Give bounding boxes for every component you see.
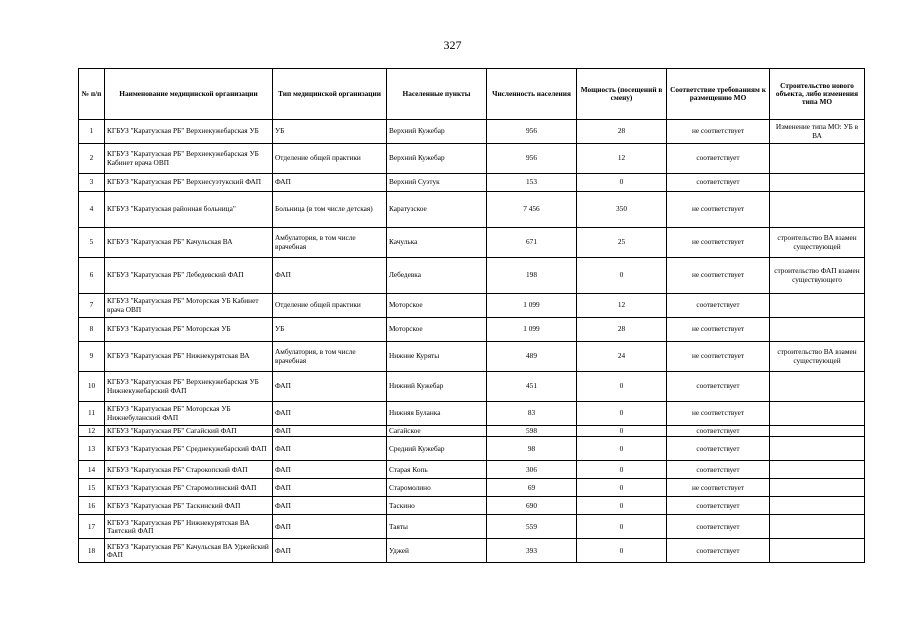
organization-name-cell: КГБУЗ "Каратузская РБ" Старокопский ФАП [105,461,273,479]
organization-type-cell: ФАП [273,258,387,294]
organization-type-cell: ФАП [273,497,387,515]
organization-name-cell: КГБУЗ "Каратузская РБ" Нижнекурятская ВА [105,342,273,372]
page-number: 327 [443,38,462,52]
compliance-status-cell: не соответствует [667,228,770,258]
capacity-cell: 0 [577,515,667,539]
settlement-cell: Таяты [387,515,487,539]
organization-type-cell: ФАП [273,174,387,192]
organization-type-cell: ФАП [273,515,387,539]
settlement-cell: Моторское [387,294,487,318]
row-number-cell: 4 [79,192,105,228]
population-cell: 598 [487,426,577,437]
table-row [79,228,865,258]
organization-name-cell: КГБУЗ "Каратузская РБ" Качульская ВА Уджейский ФАП [105,539,273,563]
population-cell: 153 [487,174,577,192]
row-number-cell: 18 [79,539,105,563]
construction-note-cell [770,497,865,515]
table-row [79,497,865,515]
population-cell: 1 099 [487,318,577,342]
population-cell: 690 [487,497,577,515]
construction-note-cell [770,318,865,342]
organization-type-cell: Отделение общей практики [273,294,387,318]
header-name: Наименование медицинской организации [105,69,273,120]
construction-note-cell [770,479,865,497]
compliance-status-cell: соответствует [667,174,770,192]
organization-name-cell: КГБУЗ "Каратузская РБ" Среднекужебарский ФАП [105,437,273,461]
organization-type-cell: Амбулатория, в том числе врачебная [273,342,387,372]
capacity-cell: 0 [577,539,667,563]
construction-note-cell [770,144,865,174]
compliance-status-cell: соответствует [667,461,770,479]
row-number-cell: 7 [79,294,105,318]
capacity-cell: 0 [577,258,667,294]
table-row [79,426,865,437]
organization-type-cell: УБ [273,318,387,342]
population-cell: 671 [487,228,577,258]
construction-note-cell [770,515,865,539]
organization-name-cell: КГБУЗ "Каратузская РБ" Верхнекужебарская УБ Нижнекужебарский ФАП [105,372,273,402]
capacity-cell: 0 [577,461,667,479]
construction-note-cell: Изменение типа МО: УБ в ВА [770,120,865,144]
header-type: Тип медицинской организации [273,69,387,120]
organization-type-cell: Больница (в том числе детская) [273,192,387,228]
organization-name-cell: КГБУЗ "Каратузская РБ" Моторская УБ Нижнебуланский ФАП [105,402,273,426]
organization-name-cell: КГБУЗ "Каратузская РБ" Старомолинский ФАП [105,479,273,497]
capacity-cell: 24 [577,342,667,372]
header-places: Населенные пункты [387,69,487,120]
settlement-cell: Нижние Куряты [387,342,487,372]
table-row [79,342,865,372]
table-row [79,402,865,426]
table-header-row [79,69,865,120]
compliance-status-cell: не соответствует [667,318,770,342]
organization-type-cell: Отделение общей практики [273,144,387,174]
construction-note-cell [770,437,865,461]
table-row [79,294,865,318]
construction-note-cell [770,294,865,318]
capacity-cell: 0 [577,174,667,192]
row-number-cell: 10 [79,372,105,402]
row-number-cell: 15 [79,479,105,497]
capacity-cell: 0 [577,372,667,402]
population-cell: 956 [487,144,577,174]
construction-note-cell [770,174,865,192]
population-cell: 98 [487,437,577,461]
table-row [79,539,865,563]
compliance-status-cell: не соответствует [667,402,770,426]
organization-name-cell: КГБУЗ "Каратузская РБ" Моторская УБ Кабинет врача ОВП [105,294,273,318]
construction-note-cell [770,192,865,228]
row-number-cell: 8 [79,318,105,342]
organization-type-cell: УБ [273,120,387,144]
row-number-cell: 13 [79,437,105,461]
capacity-cell: 28 [577,120,667,144]
population-cell: 7 456 [487,192,577,228]
settlement-cell: Уджей [387,539,487,563]
row-number-cell: 11 [79,402,105,426]
organization-name-cell: КГБУЗ "Каратузская районная больница" [105,192,273,228]
table-row [79,120,865,144]
settlement-cell: Сагайское [387,426,487,437]
capacity-cell: 0 [577,437,667,461]
construction-note-cell [770,372,865,402]
row-number-cell: 16 [79,497,105,515]
population-cell: 306 [487,461,577,479]
compliance-status-cell: соответствует [667,426,770,437]
settlement-cell: Средний Кужебар [387,437,487,461]
compliance-status-cell: соответствует [667,144,770,174]
table-row [79,437,865,461]
population-cell: 956 [487,120,577,144]
settlement-cell: Качулька [387,228,487,258]
settlement-cell: Верхний Суэтук [387,174,487,192]
compliance-status-cell: не соответствует [667,342,770,372]
organization-name-cell: КГБУЗ "Каратузская РБ" Моторская УБ [105,318,273,342]
compliance-status-cell: не соответствует [667,479,770,497]
population-cell: 489 [487,342,577,372]
table-row [79,372,865,402]
organization-name-cell: КГБУЗ "Каратузская РБ" Верхнекужебарская УБ Кабинет врача ОВП [105,144,273,174]
header-compliance: Соответствие требованиям к размещению МО [667,69,770,120]
settlement-cell: Таскино [387,497,487,515]
settlement-cell: Каратузское [387,192,487,228]
table-row [79,174,865,192]
population-cell: 559 [487,515,577,539]
construction-note-cell [770,461,865,479]
organization-name-cell: КГБУЗ "Каратузская РБ" Верхнекужебарская УБ [105,120,273,144]
organization-name-cell: КГБУЗ "Каратузская РБ" Сагайский ФАП [105,426,273,437]
table-row [79,515,865,539]
organization-type-cell: ФАП [273,437,387,461]
row-number-cell: 14 [79,461,105,479]
organization-name-cell: КГБУЗ "Каратузская РБ" Нижнекурятская ВА Таятский ФАП [105,515,273,539]
settlement-cell: Старомолино [387,479,487,497]
row-number-cell: 6 [79,258,105,294]
row-number-cell: 2 [79,144,105,174]
settlement-cell: Старая Копь [387,461,487,479]
construction-note-cell: строительство ФАП взамен существующего [770,258,865,294]
settlement-cell: Лебедевка [387,258,487,294]
row-number-cell: 12 [79,426,105,437]
capacity-cell: 0 [577,479,667,497]
organization-name-cell: КГБУЗ "Каратузская РБ" Качульская ВА [105,228,273,258]
organization-type-cell: ФАП [273,461,387,479]
header-num: № п/п [79,69,105,120]
organization-name-cell: КГБУЗ "Каратузская РБ" Лебедевский ФАП [105,258,273,294]
capacity-cell: 0 [577,402,667,426]
settlement-cell: Моторское [387,318,487,342]
population-cell: 83 [487,402,577,426]
organization-type-cell: ФАП [273,479,387,497]
construction-note-cell [770,426,865,437]
medical-organizations-table [78,68,865,563]
row-number-cell: 17 [79,515,105,539]
compliance-status-cell: не соответствует [667,192,770,228]
header-population: Численность населения [487,69,577,120]
header-construction: Строительство нового объекта, либо изменения типа МО [770,69,865,120]
organization-name-cell: КГБУЗ "Каратузская РБ" Таскинский ФАП [105,497,273,515]
compliance-status-cell: не соответствует [667,258,770,294]
organization-type-cell: ФАП [273,426,387,437]
capacity-cell: 0 [577,426,667,437]
table-row [79,479,865,497]
capacity-cell: 12 [577,144,667,174]
row-number-cell: 3 [79,174,105,192]
table-row [79,258,865,294]
organization-type-cell: Амбулатория, в том числе врачебная [273,228,387,258]
row-number-cell: 9 [79,342,105,372]
construction-note-cell: строительство ВА взамен существующей [770,228,865,258]
population-cell: 69 [487,479,577,497]
construction-note-cell [770,539,865,563]
construction-note-cell [770,402,865,426]
compliance-status-cell: соответствует [667,372,770,402]
compliance-status-cell: соответствует [667,294,770,318]
organization-type-cell: ФАП [273,372,387,402]
compliance-status-cell: соответствует [667,515,770,539]
header-capacity: Мощность (посещений в смену) [577,69,667,120]
table-row [79,144,865,174]
population-cell: 393 [487,539,577,563]
population-cell: 1 099 [487,294,577,318]
compliance-status-cell: соответствует [667,437,770,461]
construction-note-cell: строительство ВА взамен существующей [770,342,865,372]
capacity-cell: 0 [577,497,667,515]
compliance-status-cell: не соответствует [667,120,770,144]
table-body [79,120,865,563]
settlement-cell: Нижний Кужебар [387,372,487,402]
organization-name-cell: КГБУЗ "Каратузская РБ" Верхнесуэтукский ФАП [105,174,273,192]
population-cell: 198 [487,258,577,294]
table-row [79,318,865,342]
capacity-cell: 12 [577,294,667,318]
capacity-cell: 350 [577,192,667,228]
settlement-cell: Нижняя Буланка [387,402,487,426]
row-number-cell: 5 [79,228,105,258]
compliance-status-cell: соответствует [667,539,770,563]
capacity-cell: 25 [577,228,667,258]
organization-type-cell: ФАП [273,539,387,563]
row-number-cell: 1 [79,120,105,144]
table-row [79,461,865,479]
population-cell: 451 [487,372,577,402]
capacity-cell: 28 [577,318,667,342]
settlement-cell: Верхний Кужебар [387,120,487,144]
compliance-status-cell: соответствует [667,497,770,515]
organization-type-cell: ФАП [273,402,387,426]
settlement-cell: Верхний Кужебар [387,144,487,174]
table-row [79,192,865,228]
